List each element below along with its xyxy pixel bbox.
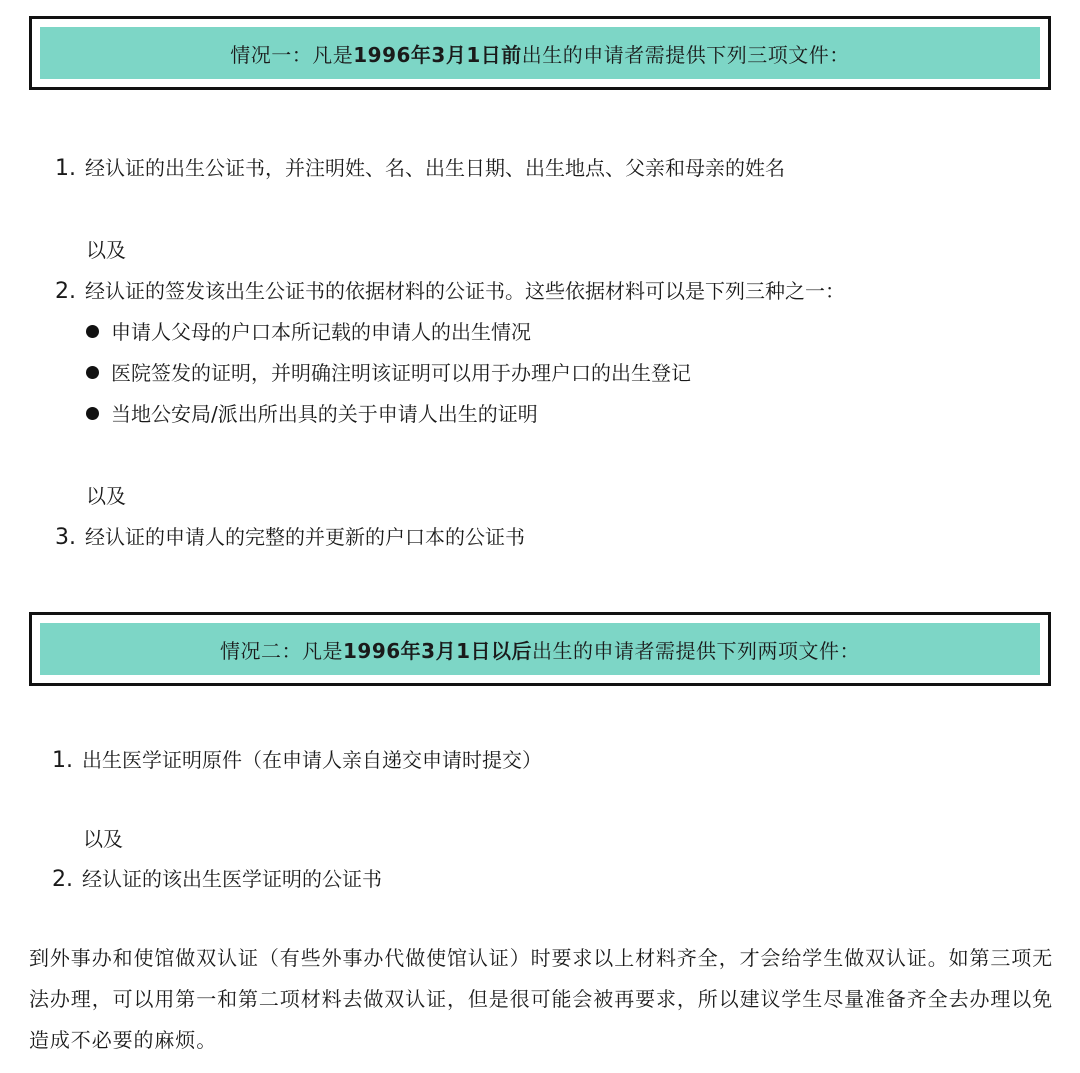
case2-item-2-number: 2.	[52, 867, 73, 892]
bullet-dot-icon	[86, 325, 99, 338]
case1-header-box	[29, 16, 1051, 90]
case1-and-2: 以及	[86, 484, 126, 508]
footer-note: 到外事办和使馆做双认证（有些外事办代做使馆认证）时要求以上材料齐全，才会给学生做双认证。如第三项无法办理，可以用第一和第二项材料去做双认证，但是很可能会被再要求，所以建议学生尽量准备齐全去办理以免造成不必要的麻烦。	[29, 946, 1054, 1052]
case2-header-date: 1996年3月1日以后	[343, 638, 532, 663]
case1-bullet-1-text: 申请人父母的户口本所记载的申请人的出生情况	[111, 320, 531, 344]
case1-and-1: 以及	[86, 238, 126, 262]
case1-item-1-number: 1.	[55, 156, 76, 181]
case2-header	[40, 623, 1040, 675]
case2-item-1-text: 出生医学证明原件（在申请人亲自递交申请时提交）	[82, 748, 542, 772]
case1-bullet-1	[86, 318, 531, 346]
case2-item-2	[52, 865, 382, 894]
case1-item-3	[55, 523, 525, 552]
case1-item-2-number: 2.	[55, 279, 76, 304]
case2-item-1	[52, 746, 542, 775]
case1-item-1-text: 经认证的出生公证书，并注明姓、名、出生日期、出生地点、父亲和母亲的姓名	[85, 156, 785, 180]
case1-header-suffix: 出生的申请者需提供下列三项文件：	[521, 42, 850, 67]
case1-bullet-2	[86, 359, 691, 387]
case1-item-3-text: 经认证的申请人的完整的并更新的户口本的公证书	[85, 525, 525, 549]
case1-item-3-number: 3.	[55, 525, 76, 550]
case1-header-date: 1996年3月1日前	[353, 42, 522, 67]
case2-header-prefix: 情况二：凡是	[220, 638, 343, 663]
case2-item-1-number: 1.	[52, 748, 73, 773]
bullet-dot-icon	[86, 407, 99, 420]
case2-header-suffix: 出生的申请者需提供下列两项文件：	[532, 638, 860, 663]
case1-header-prefix: 情况一：凡是	[230, 42, 354, 67]
case1-bullet-2-text: 医院签发的证明，并明确注明该证明可以用于办理户口的出生登记	[111, 361, 691, 385]
bullet-dot-icon	[86, 366, 99, 379]
case1-item-2	[55, 277, 845, 306]
case1-bullet-3-text: 当地公安局/派出所出具的关于申请人出生的证明	[111, 402, 538, 426]
case1-item-2-text: 经认证的签发该出生公证书的依据材料的公证书。这些依据材料可以是下列三种之一：	[85, 279, 845, 303]
case1-item-1	[55, 154, 785, 183]
case1-bullet-3	[86, 400, 538, 428]
case2-and-1: 以及	[83, 827, 123, 851]
case2-item-2-text: 经认证的该出生医学证明的公证书	[82, 867, 382, 891]
case1-header	[40, 27, 1040, 79]
case2-header-box	[29, 612, 1051, 686]
